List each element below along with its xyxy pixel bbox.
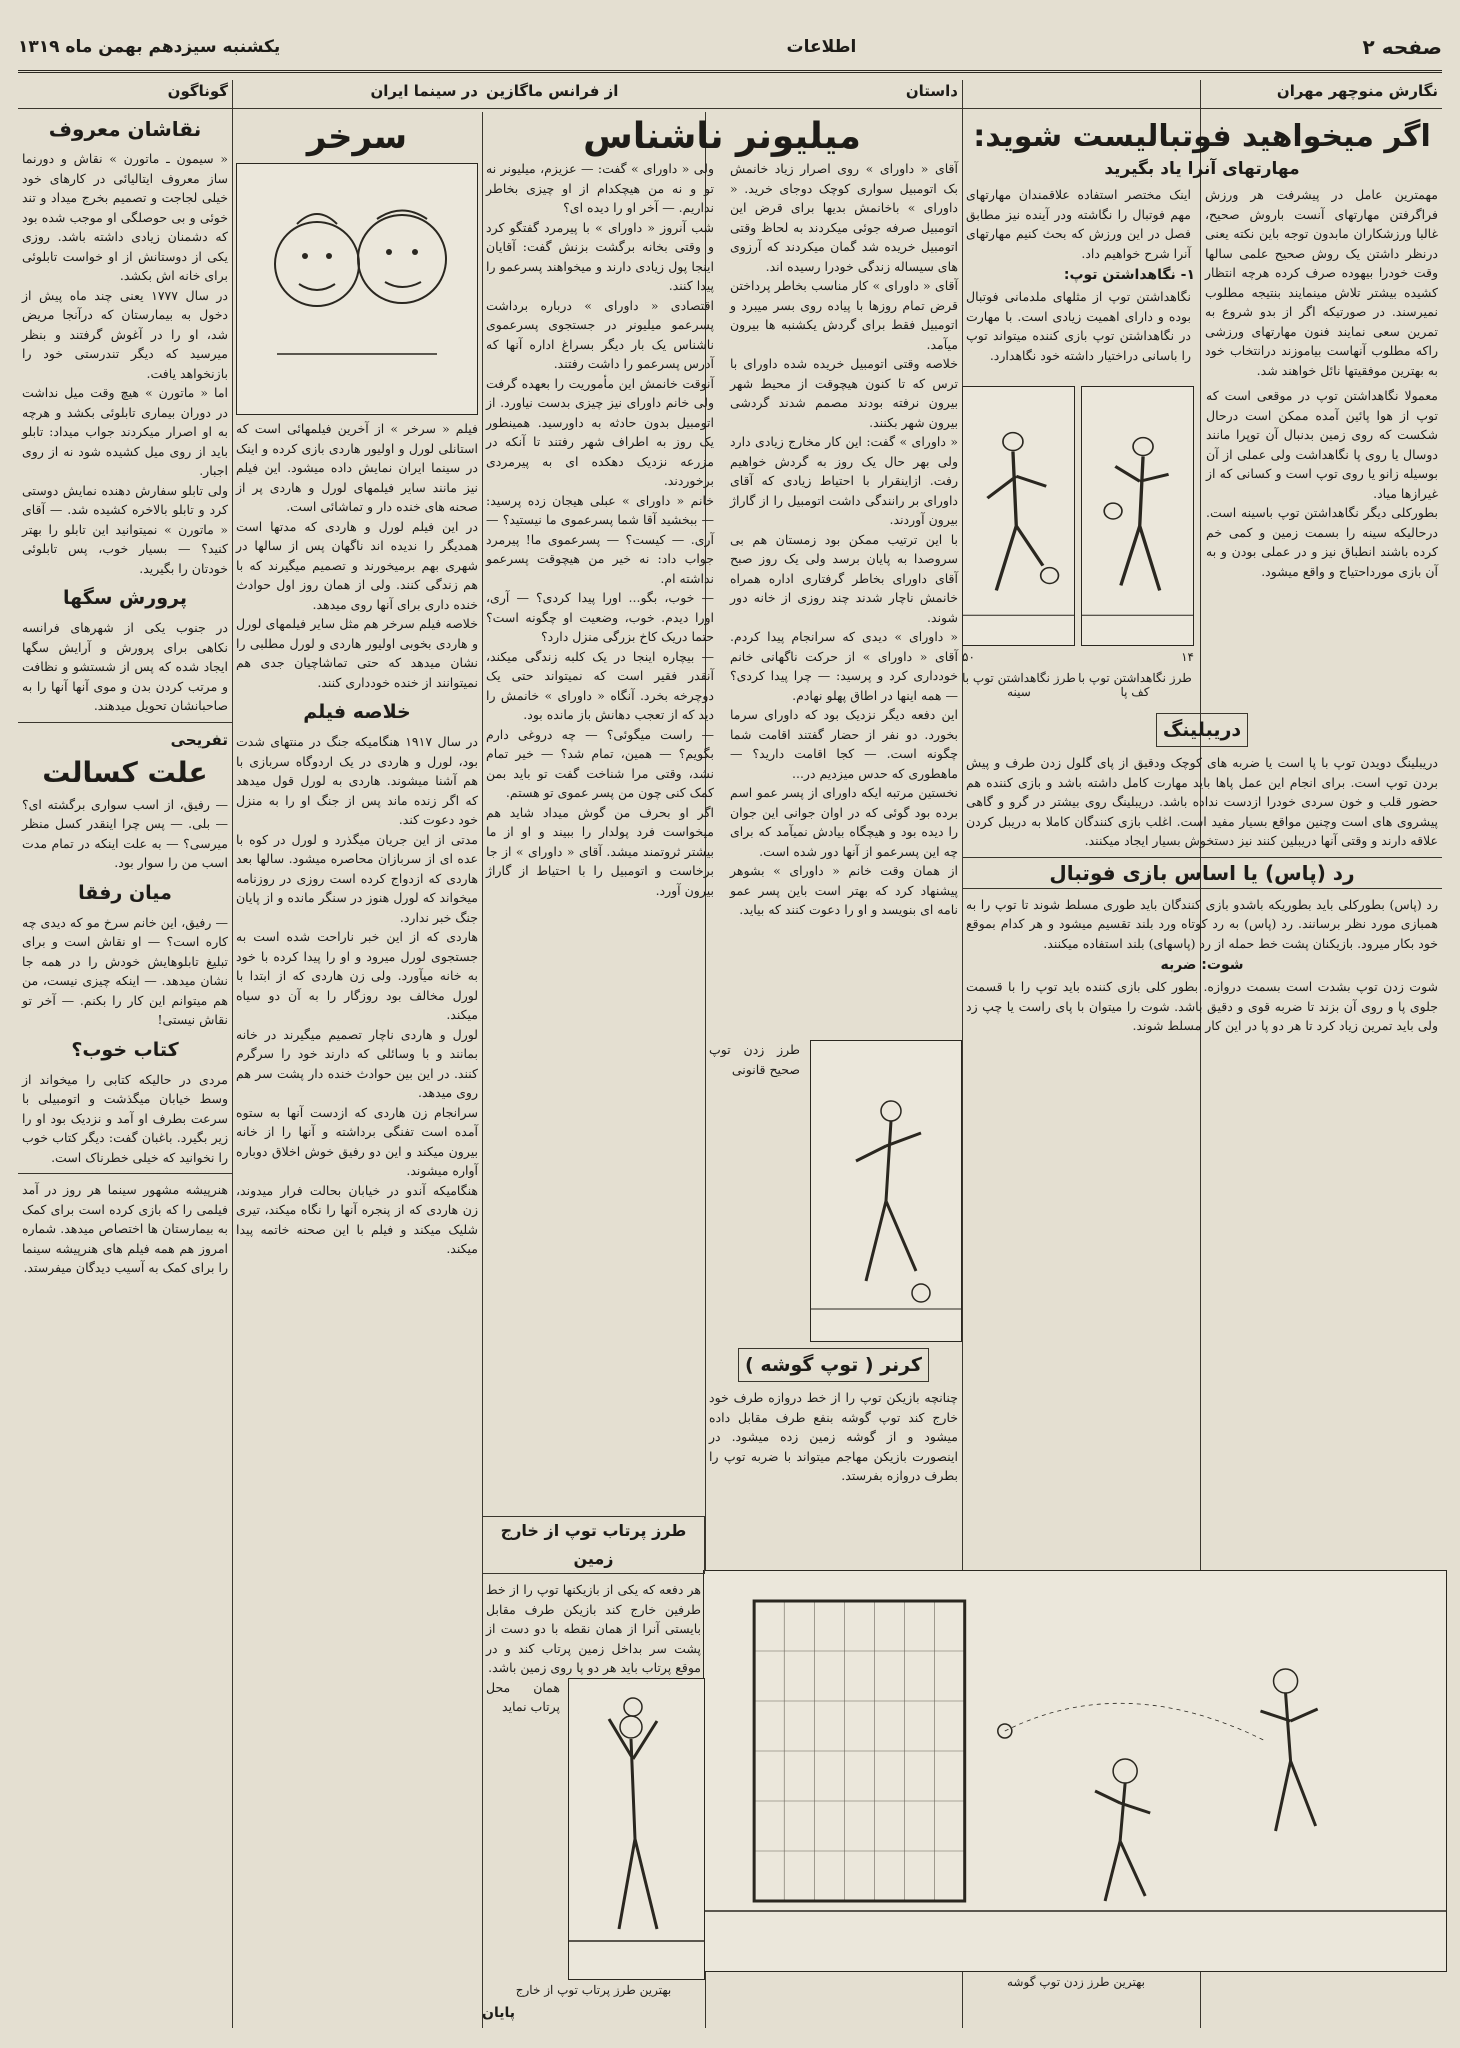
article-headline: میلیونر ناشناس xyxy=(583,116,861,157)
body-paragraph: مردی در حالیکه کتابی را میخواند از وسط خیابان میگذشت و اتومبیلی با سرعت بطرف او آمد و نزدیک بود او را زیر بگیرد. باغبان گفت: دیگر کتاب خوب را نخوانید که خیلی خطرناک است. xyxy=(22,1071,228,1165)
intro-paragraph: اینک مختصر استفاده علاقمندان مهارتهای مهم فوتبال را نگاشته ودر آینده نیز مطابق فصل در این ورزش که بحث کنیم مهارتهای آنرا شرح خواهیم داد. xyxy=(966,187,1191,261)
body-paragraph: آنوقت خانمش این مأموریت را بعهده گرفت ولی خانم داورای نیز چیزی بدست نیاورد. از اتومبیل بدون حادثه به داورسید. همینطور یک روز به اطراف شهر رفتند تا آنکه در مزرعه نزدیک دهکده ای به پیرمردی برخوردند. xyxy=(486,375,714,488)
body-paragraph: هنگامیکه آندو در خیابان بحالت فرار میدوند، زن هاردی که از پنجره آنها را نگاه میکند، تیری شلیک میکند و فیلم با این صحنه خاتمه پیدا میکند. xyxy=(236,1182,478,1256)
body-paragraph: رد (پاس) بطورکلی باید بطوریکه باشدو بازی کنندگان باید طوری مسلط شوند تا توپ را به همبازی مورد نظر برسانند. رد (پاس) به رد کوتاه ورد بلند تقسیم میشود و هر کدام بموقع خود بکار میرود. بازیکنان پشت خط حمله از رد (پاسهای) بلند استفاده میکنند. xyxy=(966,896,1438,951)
section-heading: کتاب خوب؟ xyxy=(71,1038,179,1061)
article-headline: اگر میخواهید فوتبالیست شوید: xyxy=(973,119,1431,154)
misc-column xyxy=(18,80,232,2028)
section-heading: پرورش سگها xyxy=(63,587,187,609)
section-heading: نقاشان معروف xyxy=(48,117,202,141)
section-heading: میان رفقا xyxy=(78,881,172,904)
section-heading: ۱- نگاهداشتن توپ: xyxy=(1063,267,1195,283)
article-headline: علت کسالت xyxy=(42,755,208,789)
story-article xyxy=(482,80,962,1065)
body-paragraph: سرانجام زن هاردی که ازدست آنها به ستوه آمده است تفنگی برداشته و آنها را از خانه بیرون میکند و این دو رفیق خوش اخلاق دوباره آواره میشوند. xyxy=(236,1104,478,1178)
figure-chest-control xyxy=(1081,386,1194,646)
story-end: پایان xyxy=(482,2004,515,2021)
figure-foot-control xyxy=(962,386,1075,646)
section-heading: خلاصه فیلم xyxy=(303,701,411,723)
issue-date: یکشنبه سیزدهم بهمن ماه ۱۳۱۹ xyxy=(18,37,281,57)
figure-caption: بهترین طرز زدن توپ گوشه xyxy=(1007,1975,1145,1989)
body-paragraph: « داورای » گفت: این کار مخارج زیادی دارد ولی بهر حال یک روز به گردش خواهیم رفت. ازاینقرار با احتیاط زیادی که آقای داورای بر رانندگی داشت اتومبیل را از گاراژ بیرون آوردند. xyxy=(730,434,958,527)
body-paragraph: شوت زدن توپ بشدت است بسمت دروازه. بطور کلی بازی کننده باید توپ را با قسمت جلوی پا و روی آن بزند تا ضربه قوی و دقیق باشد. شوت را میتوان با پای راست یا چپ زد ولی باید تمرین زیاد کرد تا هر دو پا در این کار مسلط شوند. xyxy=(966,979,1438,1033)
body-paragraph: نخستین مرتبه ایکه داورای از پسر عمو اسم برده بود گوئی که در اوان جوانی این جوان را دیده بود و هیچگاه بیادش نمیآمد که برای چه این پسرعمو از آنها دور شده است. xyxy=(730,785,958,859)
body-paragraph: — بیچاره اینجا در یک کلبه زندگی میکند، آنقدر فقیر است که نمیتواند حتی یک دوچرخه بخرد. آنگاه « داورای » خانمش را دید که از تعجب دهانش باز مانده بود. xyxy=(486,648,714,722)
goal-figure-block xyxy=(705,1570,1447,1990)
body-paragraph: از همان وقت خانم « داورای » بشوهر پیشنهاد کرد که بهتر است باین پسر عمو نامه ای بنویسد و او را دعوت کنند که بیاید. xyxy=(730,863,958,917)
body-paragraph: دریبلینگ دویدن توپ با پا است یا ضربه های کوچک ودقیق از پای گلول زدن طرف و پیش بردن توپ است. برای انجام این عمل پاها باید مهارت کامل داشته باشد و بازی کننده هم حضور قلب و خون سردی خودرا ازدست نداده باشد. دریبلینگ روی بیشتر در گرو و گاهی پیشروی های است وچنین مواقع بسیار مفید است. اغلب بازی کنندگان کاملا به دریبل کردن علاقه دارند و وقتی آنها دریبلین کنند نیز دستخوش بسیار ایجاد میکنند. xyxy=(966,755,1438,848)
body-paragraph: « داورای » دیدی که سرانجام پیدا کردم. آقای « داورای » از حرکت ناگهانی خانم خودداری کرد و پرسید: — چرا پیدا کردی؟ — همه اینها در اطاق پهلو نهادم. xyxy=(730,629,958,703)
body-paragraph: اقتصادی « داورای » درباره برداشت پسرعمو میلیونر در جستجوی پسرعموی ناشناس یک بار دیگر بسراغ اداره آنها که آدرس پسرعمو را داشت رفتند. xyxy=(486,297,714,371)
body-paragraph: خلاصه وقتی اتومبیل خریده شده داورای با ترس که تا کنون هیچوقت از محیط شهر بیرون نرفته بودند مصمم شدند گردشی بیرون شهر بکنند. xyxy=(730,356,958,430)
cinema-article xyxy=(232,80,482,2028)
byline: نگارش منوچهر مهران xyxy=(1276,82,1438,100)
section-heading: دریبلینگ xyxy=(1156,713,1248,747)
intro-paragraph: مهمترین عامل در پیشرفت هر ورزش فراگرفتن مهارتهای آنست باروش صحیح، غالبا ورزشکاران مابدون توجه باین نکته یعنی درنظر داشتن یک روش صحیح علمی سالها وقت خودرا بیهوده صرف کرده هرچه انتظار کشیده بیشتر تلاش مینمایند بنتیجه مطلوب نمیرسند. در صورتیکه اگر از بدو شروع به تمرین سعی نمایند فنون مهارتهای ورزشی راکه مطلوب آنهاست بیاموزند درانتخاب خود به بهترین موفقیتها نائل خواهند شد. xyxy=(1205,187,1438,378)
body-paragraph: — راست میگوئی؟ — چه دروغی دارم بگویم؟ — همین، تمام شد؟ — خیر تمام نشد، وقتی مرا شناخت گفت تو باید بمن کمک کنی چون من پسر عموی تو هستم. xyxy=(486,726,714,800)
section-kicker: در سینما ایران xyxy=(370,82,478,100)
article-headline: سرخر xyxy=(306,117,408,157)
body-paragraph: ولی « داورای » گفت: — عزیزم، میلیونر نه تو و نه من هیچکدام از او چیزی بخاطر نداریم. — آخر او را دیده ای؟ xyxy=(486,161,714,215)
throw-in-article xyxy=(482,1510,705,2021)
section-heading: رد (پاس) یا اساس بازی فوتبال xyxy=(962,857,1442,889)
body-paragraph: — رفیق، این خانم سرخ مو که دیدی چه کاره است؟ — او نقاش است و برای تبلیغ تابلوهایش خودش را در همه جا نشان میدهد. — اینکه چیزی نیست، من هم میتوانم این کار را بکنم. — آخر تو نقاش نیستی! xyxy=(22,914,228,1027)
figure-goal xyxy=(703,1570,1447,1972)
body-paragraph: در جنوب یکی از شهرهای فرانسه نکاهی برای پرورش و آرایش سگها ایجاد شده که پس از شستشو و نظافت و مرتب کردن بدن و موی آنها آنها را به صاحبانشان تحویل میدهند. xyxy=(22,620,228,713)
body-paragraph: این دفعه دیگر نزدیک بود که داورای سرما بخورد. دو نفر از حضار گفتند اقامت شما چگونه است. — کجا اقامت دارید؟ — ماهطوری که حدس میزدیم در... xyxy=(730,707,958,781)
figure-throw-in xyxy=(568,1678,705,1980)
body-paragraph: — خوب، بگو... اورا پیدا کردی؟ — آری، اورا دیدم. خوب، وضعیت او چگونه است؟ حتما دریک کاخ بزرگی منزل دارد؟ xyxy=(486,590,714,644)
body-paragraph: اما « ماتورن » هیچ وقت میل نداشت در دوران بیماری تابلوئی بکشد و هرچه به او اصرار میکردند جواب میداد: تابلو باید از روی میل کشیده شود نه از روی اجبار. xyxy=(22,385,228,478)
body-paragraph: شب آنروز « داورای » با پیرمرد گفتگو کرد و وقتی بخانه برگشت بزنش گفت: آقایان اینجا پول زیادی دارند و میخواهند پسرعمو را پیدا کنند. xyxy=(486,219,714,293)
article-subhead: مهارتهای آنرا یاد بگیرید xyxy=(1104,159,1300,179)
section-kicker: داستان xyxy=(905,82,958,100)
figure-number: ۵۰ xyxy=(962,650,975,664)
body-paragraph: هاردی که از این خبر ناراحت شده است به جستجوی لورل میرود و او را پیدا کرده با خود به خانه میآورد. ولی زن هاردی که از ابتدا با لورل مخالف بود روزگار را به آن دو سیاه میکند. xyxy=(236,929,478,1022)
article-source: از فرانس ماگازین xyxy=(486,82,619,100)
body-paragraph: ولی تابلو سفارش دهنده نمایش دوستی کرد و تابلو بالاخره کشیده شد. — آقای « ماتورن » نمیتوانید این تابلو را بهتر کنید؟ — بسیار خوب، پس تابلوئی خودتان را بگیرید. xyxy=(22,482,228,576)
page-number: صفحه ۲ xyxy=(1362,35,1442,59)
figure-number: ۱۴ xyxy=(1181,650,1194,664)
body-paragraph: فیلم « سرخر » از آخرین فیلمهائی است که استانلی لورل و اولیور هاردی بازی کرده و اینک در سینما ایران نمایش داده میشود. این فیلم نیز مانند سایر فیلمهای لورل و هاردی پر از صحنه های خنده دار و تماشائی است. xyxy=(236,421,478,514)
section-heading: کرنر ( توپ گوشه ) xyxy=(738,1348,929,1382)
figure-caption: طرز نگاهداشتن توپ با سینه xyxy=(962,671,1076,699)
section-heading: شوت: ضربه xyxy=(1160,957,1244,973)
figure-caption: طرز زدن توپ صحیح قانونی xyxy=(709,1042,800,1077)
body-paragraph: آقای « داورای » روی اصرار زیاد خانمش بک اتومبیل سواری کوچک دوجای خرید. « داورای » باخانمش بدیها برای قرض این اتومبیل صرفه جوئی میکردند به لحاظ وقتی اتومبیل خریده شد گمان میکردند که آرزوی های سیساله زندگی خودرا رسیده اند. xyxy=(730,161,958,274)
body-paragraph: لورل و هاردی ناچار تصمیم میگیرند در خانه بمانند و با وسائلی که دارند خود را سرگرم کنند. در این بین حوادث خنده دار پشت سر هم روی میدهد. xyxy=(236,1026,478,1100)
body-paragraph: در سال ۱۷۷۷ یعنی چند ماه پیش از دخول به بیمارستان که درآنجا مریض شد، او را در آغوش گرفتند و بنظر میرسید که دیگر تندرستی خود را بازنخواهد یافت. xyxy=(22,287,228,381)
figure-corner-kick xyxy=(810,1040,962,1342)
body-paragraph: خانم « داورای » عبلی هیجان زده پرسید: — ببخشید آقا شما پسرعموی ما نیستید؟ — آری. — کیست؟ — پسرعموی ما! پیرمرد جواب داد: نه خیر من هیچوقت پسرعمو نداشته ام. xyxy=(486,492,714,586)
body-paragraph: آقای « داورای » کار مناسب بخاطر پرداختن قرض تمام روزها با پیاده روی بسر میبرد و اتومبیل فقط برای گردش یکشنبه ها بیرون میآمد. xyxy=(730,278,958,352)
body-paragraph: هر دفعه که یکی از بازیکنها توپ را از خط طرفین خارج کند بازیکن طرف مقابل بایستی آنرا از همان نقطه با دو دست از پشت سر بداخل زمین پرتاب کند و در موقع پرتاب باید هر دو پا روی زمین باشد. xyxy=(486,1582,701,1675)
page-header xyxy=(18,24,1442,73)
body-paragraph: خلاصه فیلم سرخر هم مثل سایر فیلمهای لورل و هاردی بخوبی اولیور هاردی و لورل مطلبی را نشان میدهد که حتی تماشاچیان جدی هم نمیتوانند از خنده خودداری کنند. xyxy=(236,616,478,690)
body-paragraph: — رفیق، از اسب سواری برگشته ای؟ — بلی. — پس چرا اینقدر کسل منظر میرسی؟ — به علت اینکه در تمام مدت اسب من را سوار بود. xyxy=(22,796,228,870)
body-paragraph: در سال ۱۹۱۷ هنگامیکه جنگ در منتهای شدت بود، لورل و هاردی در یک اردوگاه سربازی با هم آشنا میشوند. هاردی به لورل قول میدهد که اگر زنده ماند پس از جنگ او را به منزل خود دعوت کند. xyxy=(236,734,478,827)
section-kicker: گوناگون xyxy=(167,82,228,100)
newspaper-name: اطلاعات xyxy=(786,37,857,57)
figure-caption: طرز نگاهداشتن توپ با کف پا xyxy=(1078,671,1192,699)
body-paragraph: در این فیلم لورل و هاردی که مدتها است همدیگر را ندیده اند ناگهان پس از سالها در شهری بهم برمیخورند و تصمیم میگیرند که با هم زندگی کنند. ولی از همان روز اول حوادث خنده داری برای آنها روی میدهد. xyxy=(236,518,478,612)
figure-caption: بهترین طرز پرتاب توپ از خارج xyxy=(515,1982,672,1997)
section-heading: طرز پرتاب توپ از خارج زمین xyxy=(482,1516,705,1574)
body-paragraph: چنانچه بازیکن توپ را از خط دروازه طرف خود خارج کند توپ گوشه بنفع طرف مقابل داده میشود و از گوشه زمین زده میشود. در اینصورت بازیکن مهاجم میتواند با ضربه توپ را بطرف دروازه بفرستد. xyxy=(709,1390,958,1483)
body-paragraph: « سیمون ـ ماتورن » نقاش و دورنما ساز معروف ایتالیائی در کارهای خود خیلی لجاجت و تصمیم بخرج میداد و تند خوئی و بی حوصلگی او موجب شده بود که دشمنان زیادی داشته باشد. روزی یکی از دوستانش از او خواست تابلوئی برای خانه اش بکشد. xyxy=(22,151,228,283)
body-paragraph: مدتی از این جریان میگذرد و لورل در کوه با عده ای از سربازان محاصره میشود. سالها بعد هاردی که ازدواج کرده است روزی در روزنامه میخواند که لورل هنوز در سنگر مانده و از پایان جنگ خبر ندارد. xyxy=(236,831,478,925)
body-paragraph: بطورکلی دیگر نگاهداشتن توپ باسینه است. درحالیکه سینه را بسمت زمین و کمی خم کرده باشند انطباق نیز و در عملی بودن و به آن بازی مورداحتیاج و واقع میشود. xyxy=(1206,505,1438,579)
body-paragraph: با این ترتیب ممکن بود زمستان هم بی سروصدا به پایان برسد ولی یک روز صبح آقای داورای بخاطر گرفتاری اداره همراه خانمش ناچار شدند چند روزی از خانه دور شوند. xyxy=(730,531,958,625)
body-paragraph: هنرپیشه مشهور سینما هر روز در آمد فیلمی را که بازی کرده است برای کمک به بیمارستان ها اختصاص میدهد. شماره امروز هم همه فیلم های هنرپیشه سینما را برای کمک به آسیب دیدگان میفرستد. xyxy=(22,1182,228,1275)
figure-note: همان محل پرتاب نماید xyxy=(486,1679,560,1714)
section-kicker: تفریحی xyxy=(170,730,228,749)
body-paragraph: اگر او بحرف من گوش میداد شاید هم میخواست فرد پولدار را ببیند و او از ما بیشتر ثروتمند میشد. آقای « داورای » از جا برخاست و اتومبیل را با احتیاط از گاراژ بیرون آورد. xyxy=(486,804,714,898)
body-paragraph: معمولا نگاهداشتن توپ در موقعی است که توپ از هوا پائین آمده ممکن است درحال شکست که روی زمین بدنبال آن توپرا مانند دوسال یا روی پا نگاهداشت ولی عملی از آن بوسیله زانو یا روی توپ است و کسانی که از غیرازها میاد. xyxy=(1206,388,1438,501)
figure-cartoon xyxy=(236,163,478,415)
body-paragraph: نگاهداشتن توپ از مثلهای ملدمانی فوتبال بوده و دارای اهمیت زیادی است. با مهارت در نگاهداشتن توپ بازی کننده میتواند توپ را باسانی دراختیار داشته خود نگاهدارد. xyxy=(966,289,1191,363)
